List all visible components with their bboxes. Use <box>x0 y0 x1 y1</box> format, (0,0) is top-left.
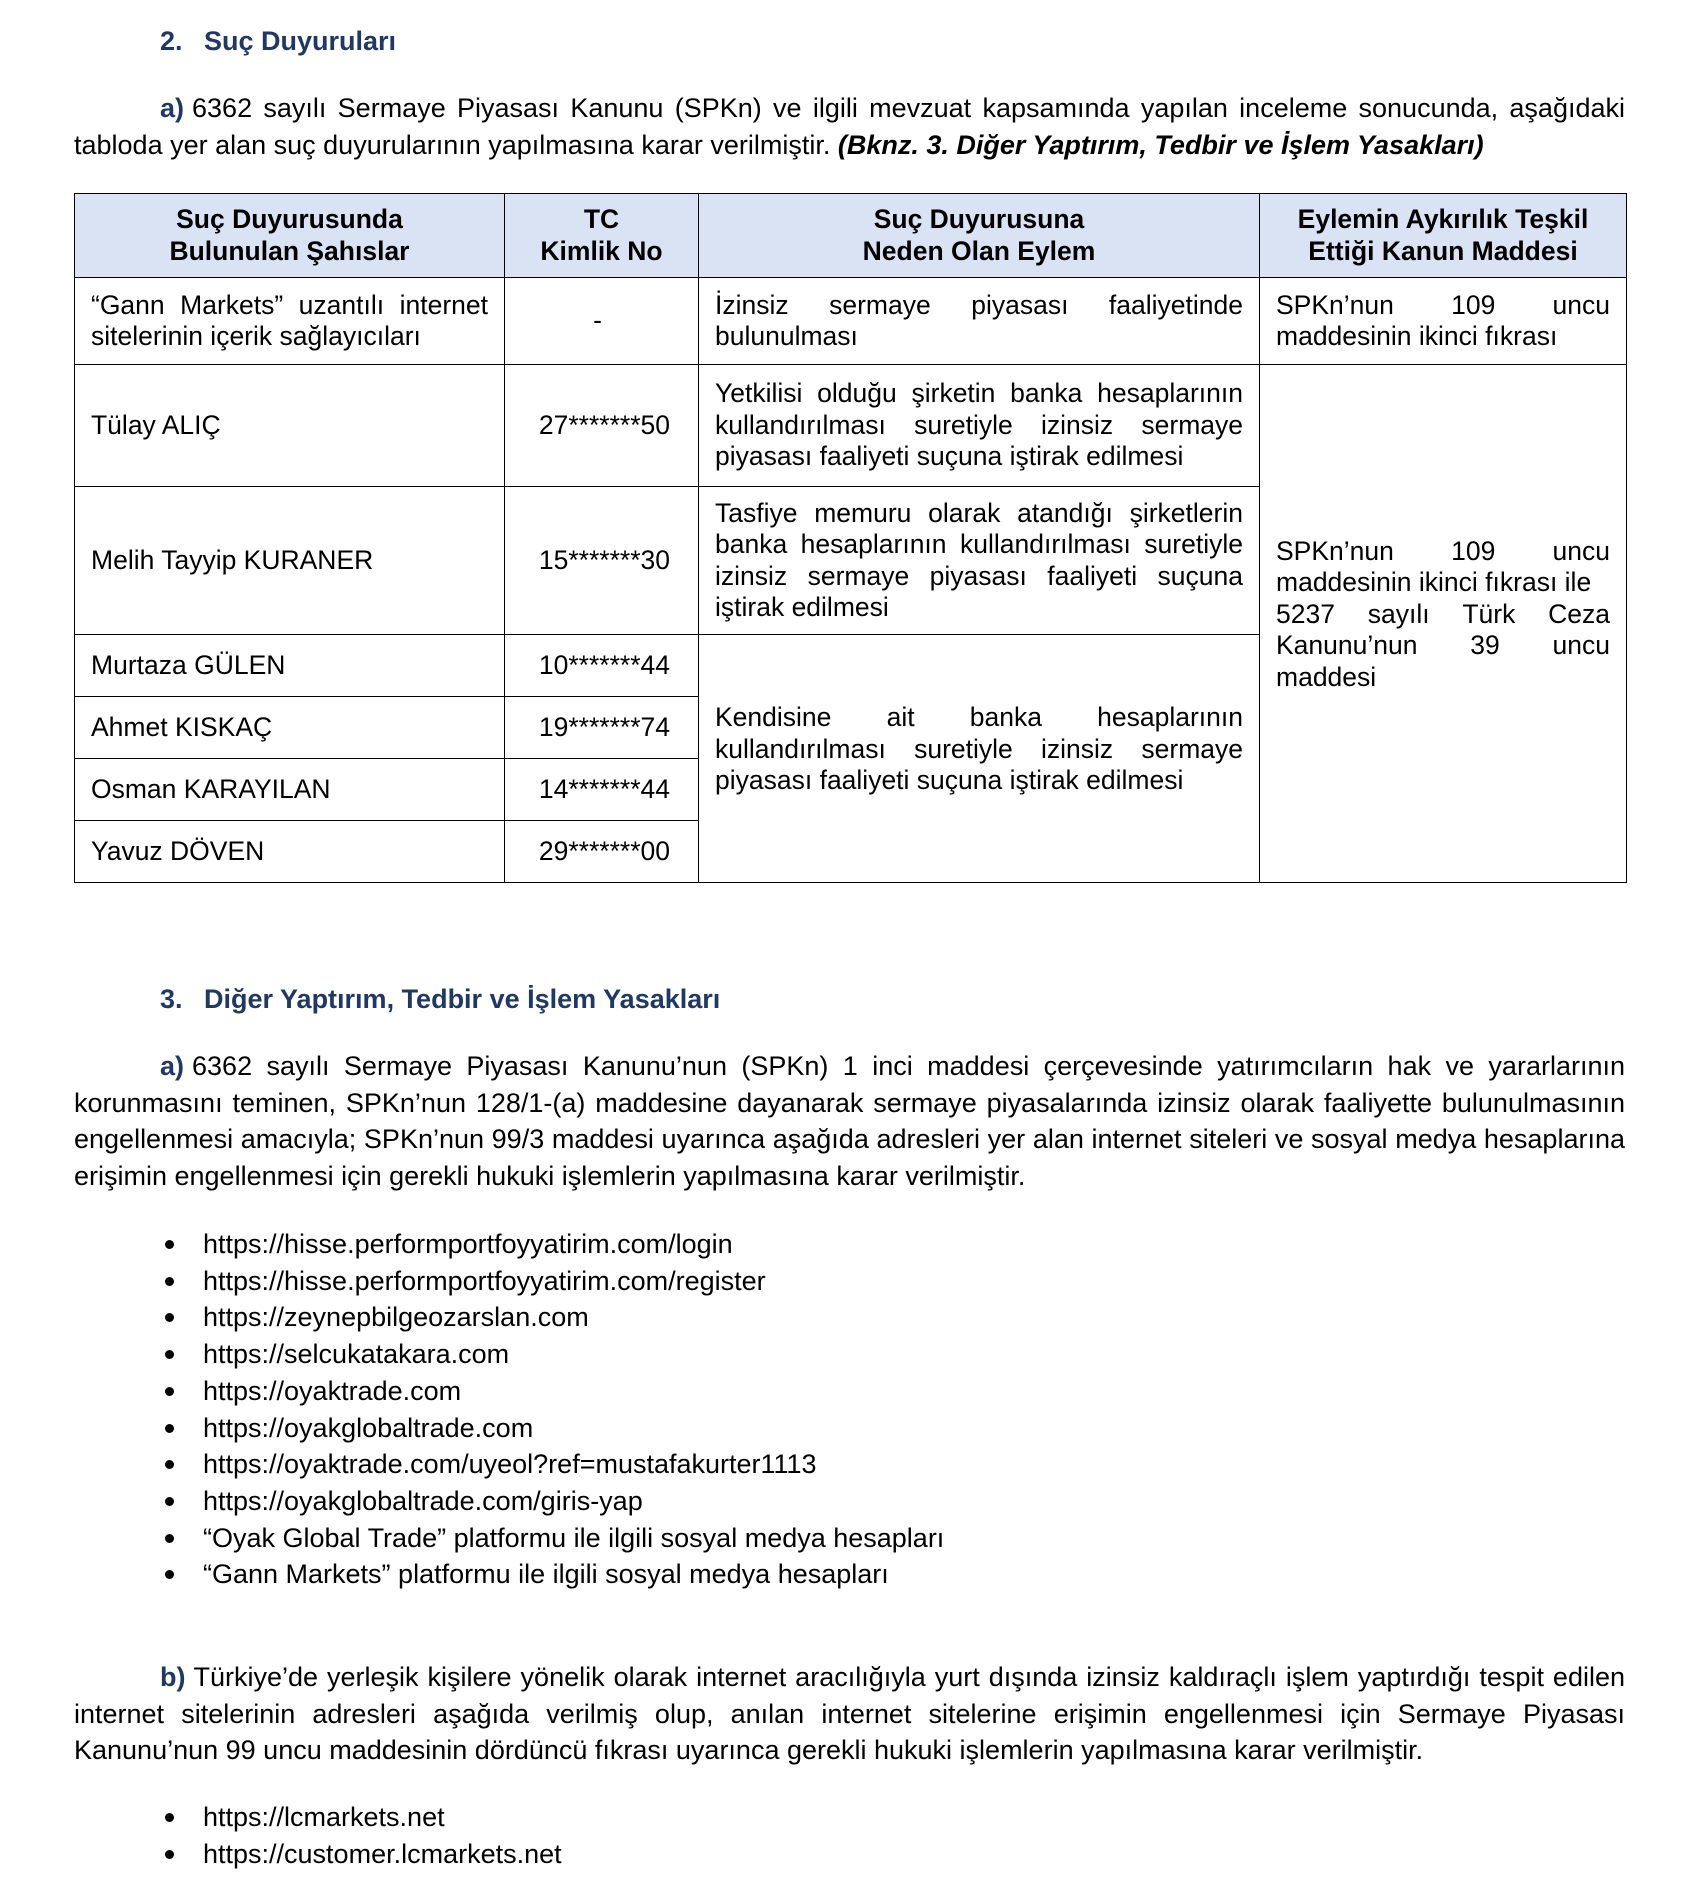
blocked-sites-list-b <box>0 1799 562 1872</box>
header-tc-number: TC Kimlik No <box>505 194 699 278</box>
header-action: Suç Duyurusuna Neden Olan Eylem <box>699 194 1260 278</box>
list-item: “Gann Markets” platformu ile ilgili sosyal medya hesapları <box>0 1556 944 1593</box>
blocked-sites-list-a <box>0 1226 944 1593</box>
tc-cell: 15*******30 <box>505 487 699 635</box>
table-header-row <box>75 194 1627 278</box>
person-cell: Murtaza GÜLEN <box>75 635 505 697</box>
tc-cell: 14*******44 <box>505 759 699 821</box>
section-3-heading <box>160 984 720 1015</box>
list-item: https://hisse.performportfoyyatirim.com/login <box>0 1226 944 1263</box>
paragraph-label: a) <box>160 93 185 123</box>
list-item: https://selcukatakara.com <box>0 1336 944 1373</box>
person-cell: Osman KARAYILAN <box>75 759 505 821</box>
section-3-paragraph-b <box>74 1659 1625 1769</box>
section-2-paragraph-a <box>74 90 1625 163</box>
section-number: 3. <box>160 984 183 1014</box>
section-number: 2. <box>160 26 183 56</box>
person-cell: Yavuz DÖVEN <box>75 821 505 883</box>
paragraph-label: a) <box>160 1051 185 1081</box>
table-row <box>75 365 1627 487</box>
action-cell: Tasfiye memuru olarak atandığı şirketlerin banka hesaplarının kullandırılması suretiyle izinsiz sermaye piyasası faaliyeti suçuna iştirak edilmesi <box>699 487 1260 635</box>
person-cell: Melih Tayyip KURANER <box>75 487 505 635</box>
table-row <box>75 278 1627 365</box>
list-item: https://customer.lcmarkets.net <box>0 1836 562 1873</box>
list-item: https://oyakglobaltrade.com <box>0 1410 944 1447</box>
paragraph-label: b) <box>160 1662 186 1692</box>
law-cell: SPKn’nun 109 uncu maddesinin ikinci fıkrası ile 5237 sayılı Türk Ceza Kanunu’nun 39 uncu maddesi <box>1260 365 1627 883</box>
tc-cell: 10*******44 <box>505 635 699 697</box>
criminal-complaints-table <box>74 193 1627 883</box>
tc-cell: 27*******50 <box>505 365 699 487</box>
person-cell: Ahmet KISKAÇ <box>75 697 505 759</box>
section-title: Diğer Yaptırım, Tedbir ve İşlem Yasakları <box>204 984 721 1014</box>
list-item: https://oyaktrade.com <box>0 1373 944 1410</box>
law-cell: SPKn’nun 109 uncu maddesinin ikinci fıkrası <box>1260 278 1627 365</box>
section-3-paragraph-a <box>74 1048 1625 1194</box>
tc-cell: - <box>505 278 699 365</box>
list-item: “Oyak Global Trade” platformu ile ilgili sosyal medya hesapları <box>0 1520 944 1557</box>
section-2-heading <box>160 26 396 57</box>
section-title: Suç Duyuruları <box>204 26 397 56</box>
header-persons: Suç Duyurusunda Bulunulan Şahıslar <box>75 194 505 278</box>
tc-cell: 19*******74 <box>505 697 699 759</box>
action-cell: İzinsiz sermaye piyasası faaliyetinde bulunulması <box>699 278 1260 365</box>
list-item: https://zeynepbilgeozarslan.com <box>0 1299 944 1336</box>
action-cell: Kendisine ait banka hesaplarının kullandırılması suretiyle izinsiz sermaye piyasası faaliyeti suçuna iştirak edilmesi <box>699 635 1260 883</box>
action-cell: Yetkilisi olduğu şirketin banka hesaplarının kullandırılması suretiyle izinsiz sermaye piyasası faaliyeti suçuna iştirak edilmesi <box>699 365 1260 487</box>
list-item: https://oyaktrade.com/uyeol?ref=mustafakurter1113 <box>0 1446 944 1483</box>
list-item: https://hisse.performportfoyyatirim.com/register <box>0 1263 944 1300</box>
header-law: Eylemin Aykırılık Teşkil Ettiği Kanun Maddesi <box>1260 194 1627 278</box>
list-item: https://lcmarkets.net <box>0 1799 562 1836</box>
cross-reference: (Bknz. 3. Diğer Yaptırım, Tedbir ve İşlem Yasakları) <box>837 129 1484 160</box>
paragraph-text: 6362 sayılı Sermaye Piyasası Kanunu (SPKn) ve ilgili mevzuat kapsamında yapılan inceleme sonucunda, aşağıdaki tabloda yer alan suç duyurularının yapılmasına karar verilmiştir. <box>74 93 1625 160</box>
person-cell: Tülay ALIÇ <box>75 365 505 487</box>
paragraph-text: 6362 sayılı Sermaye Piyasası Kanunu’nun (SPKn) 1 inci maddesi çerçevesinde yatırımcıların hak ve yararlarının korunmasını teminen, SPKn’nun 128/1-(a) maddesine dayanarak sermaye piyasalarında izinsiz olarak faaliyette bulunulmasının engellenmesi amacıyla; SPKn’nun 99/3 maddesi uyarınca aşağıda adresleri yer alan internet siteleri ve sosyal medya hesaplarına erişimin engellenmesi için gerekli hukuki işlemlerin yapılmasına karar verilmiştir. <box>74 1051 1625 1191</box>
tc-cell: 29*******00 <box>505 821 699 883</box>
list-item: https://oyakglobaltrade.com/giris-yap <box>0 1483 944 1520</box>
person-cell: “Gann Markets” uzantılı internet sitelerinin içerik sağlayıcıları <box>75 278 505 365</box>
paragraph-text: Türkiye’de yerleşik kişilere yönelik olarak internet aracılığıyla yurt dışında izinsiz kaldıraçlı işlem yaptırdığı tespit edilen internet sitelerinin adresleri aşağıda verilmiş olup, anılan internet sitelerine erişimin engellenmesi için Sermaye Piyasası Kanunu’nun 99 uncu maddesinin dördüncü fıkrası uyarınca gerekli hukuki işlemlerin yapılmasına karar verilmiştir. <box>74 1662 1625 1765</box>
